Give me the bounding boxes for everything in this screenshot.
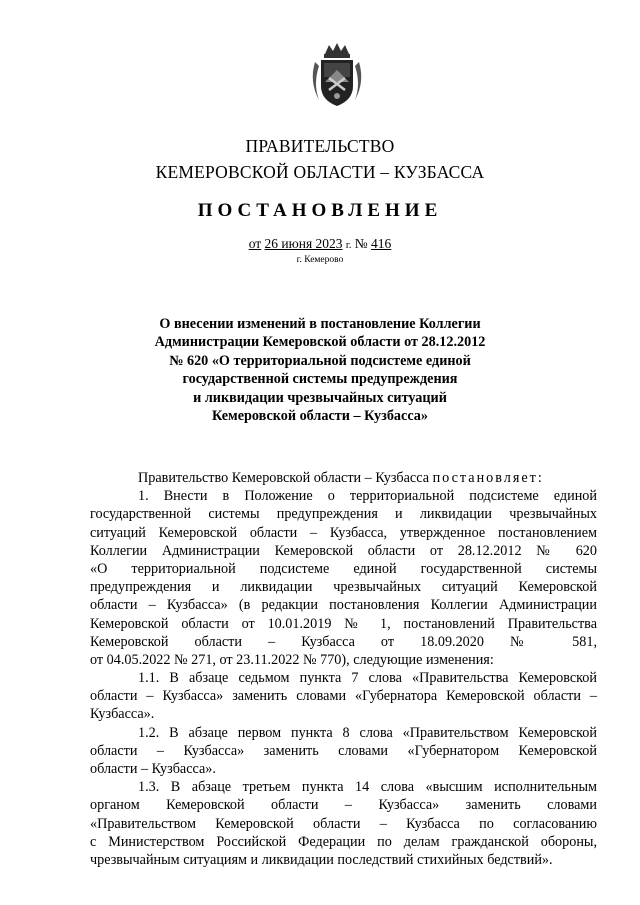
paragraph-1-line: ситуаций Кемеровской области – Кузбасса, утвержденное постановлением xyxy=(90,524,597,541)
paragraph-1-1-line: 1.1. В абзаце седьмом пункта 7 слова «Правительства Кемеровской xyxy=(138,670,597,687)
paragraph-1-3-line: «Правительством Кемеровской области – Кузбасса по согласованию xyxy=(90,815,597,832)
paragraph-1-3-line: с Министерством Российской Федерации по делам гражданской обороны, xyxy=(90,833,597,850)
paragraph-1-1-line: области – Кузбасса» заменить словами «Губернатора Кемеровской области – xyxy=(90,688,597,705)
year-suffix: г. xyxy=(345,240,352,251)
paragraph-1-line: Коллегии Администрации Кемеровской области от 28.12.2012 № 620 xyxy=(90,542,597,559)
title-line: и ликвидации чрезвычайных ситуаций xyxy=(193,389,447,406)
paragraph-1-2-line: области – Кузбасса» заменить словами «Губернатором Кемеровской xyxy=(90,742,597,759)
paragraph-1-1-line: Кузбасса». xyxy=(90,706,155,723)
preamble-verb: постановляет: xyxy=(432,470,544,486)
document-body xyxy=(90,469,597,869)
paragraph-1-line: «О территориальной подсистеме единой государственной системы xyxy=(90,560,597,577)
document-number: 416 xyxy=(371,236,392,251)
title-line: Администрации Кемеровской области от 28.12.2012 xyxy=(154,334,486,351)
paragraph-1-3-line: органом Кемеровской области – Кузбасса» заменить словами xyxy=(90,797,597,814)
number-prefix: № xyxy=(354,236,368,251)
paragraph-1-line: от 04.05.2022 № 271, от 23.11.2022 № 770), следующие изменения: xyxy=(90,651,494,668)
paragraph-1-line: Кемеровской области – Кузбасса от 18.09.2020 № 581, xyxy=(90,633,597,650)
paragraph-1-line: 1. Внести в Положение о территориальной подсистеме единой xyxy=(138,488,597,505)
paragraph-1-3-line: 1.3. В абзаце третьем пункта 14 слова «высшим исполнительным xyxy=(138,779,597,796)
date-prefix: от xyxy=(248,236,262,251)
paragraph-1-line: области – Кузбасса» (в редакции постановления Коллегии Администрации xyxy=(90,597,597,614)
document-type: ПОСТАНОВЛЕНИЕ xyxy=(197,200,443,221)
government-name-line2: КЕМЕРОВСКОЙ ОБЛАСТИ – КУЗБАССА xyxy=(155,162,485,182)
paragraph-1-2-line: области – Кузбасса». xyxy=(90,761,216,777)
paragraph-1-line: государственной системы предупреждения и ликвидации чрезвычайных xyxy=(90,506,597,523)
paragraph-1-2-line: 1.2. В абзаце первом пункта 8 слова «Правительством Кемеровской xyxy=(138,724,597,741)
paragraph-1-3-line: чрезвычайным ситуациям и ликвидации последствий стихийных бедствий». xyxy=(90,851,553,868)
preamble xyxy=(90,469,597,487)
document-date-number xyxy=(0,236,640,252)
paragraph-1-line: Кемеровской области от 10.01.2019 № 1, постановлений Правительства xyxy=(90,615,597,632)
government-name-line1: ПРАВИТЕЛЬСТВО xyxy=(245,136,395,156)
preamble-text: Правительство Кемеровской области – Кузбасса xyxy=(138,470,430,486)
title-line: № 620 «О территориальной подсистеме единой xyxy=(169,352,471,369)
document-title xyxy=(150,315,490,425)
title-line: Кемеровской области – Кузбасса» xyxy=(212,408,428,425)
title-line: государственной системы предупреждения xyxy=(182,371,458,388)
kuzbass-coat-of-arms-icon xyxy=(307,42,367,110)
title-line: О внесении изменений в постановление Коллегии xyxy=(159,316,481,332)
paragraph-1-line: предупреждения и ликвидации чрезвычайных ситуаций Кемеровской xyxy=(90,579,597,596)
city: г. Кемерово xyxy=(296,255,344,265)
document-date: 26 июня 2023 xyxy=(264,236,343,251)
